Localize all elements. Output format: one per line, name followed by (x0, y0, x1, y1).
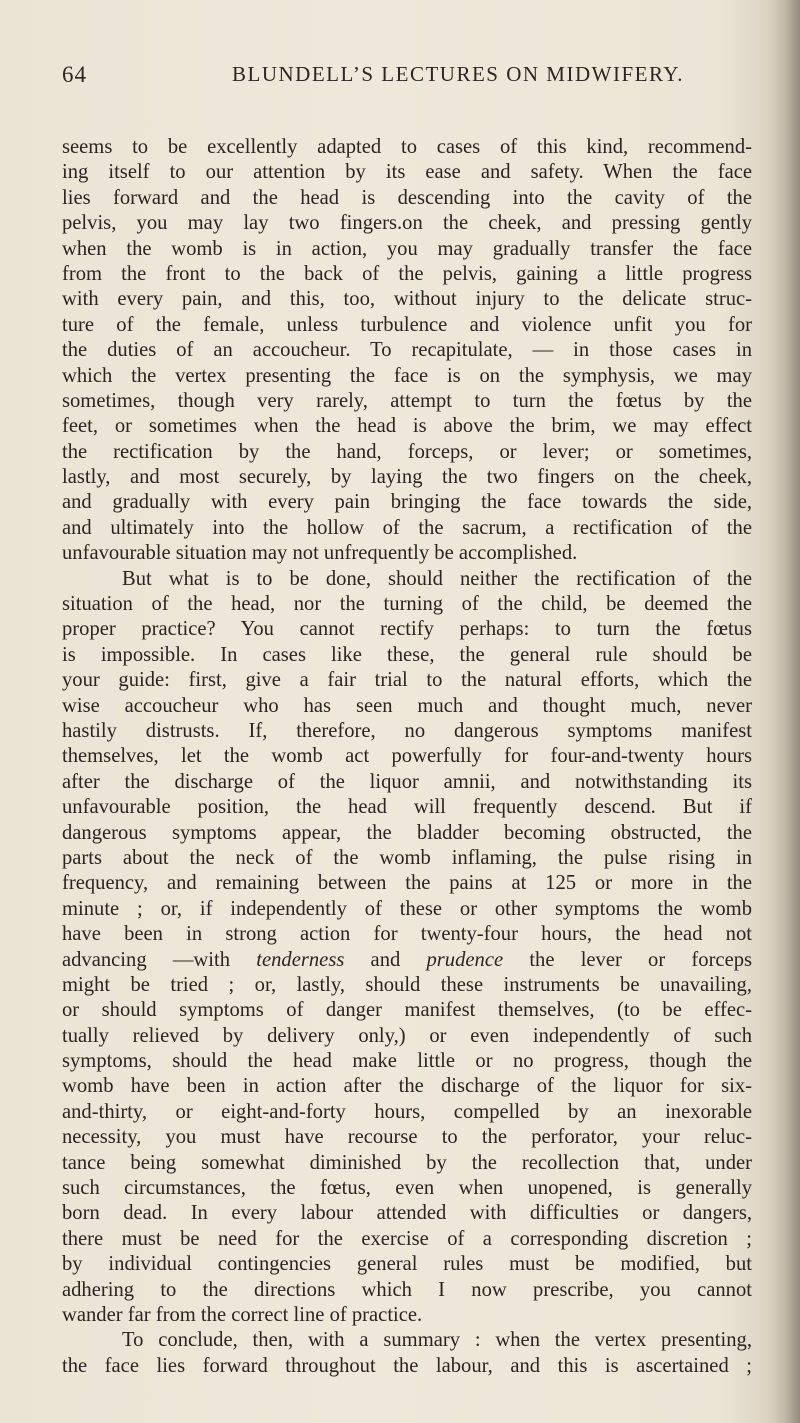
text-line: born dead. In every labour attended with difficulties or dangers, (62, 1202, 752, 1225)
text-line: lies forward and the head is descending into the cavity of the (62, 186, 752, 209)
text-line: proper practice? You cannot rectify perhaps: to turn the fœtus (62, 618, 752, 641)
text-line: frequency, and remaining between the pains at 125 or more in the (62, 872, 752, 895)
paragraph-end-line: wander far from the correct line of practice. (62, 1303, 423, 1326)
text-line: situation of the head, nor the turning of the child, be deemed the (62, 593, 752, 616)
text-line: pelvis, you may lay two fingers.on the cheek, and pressing gently (62, 212, 752, 235)
page-number: 64 (62, 62, 87, 87)
text-segment: and (344, 948, 427, 971)
text-line: and ultimately into the hollow of the sacrum, a rectification of the (62, 516, 752, 539)
text-line: unfavourable position, the head will frequently descend. But if (62, 796, 752, 819)
text-line: adhering to the directions which I now prescribe, you cannot (62, 1278, 752, 1301)
text-line: hastily distrusts. If, therefore, no dangerous symptoms manifest (62, 719, 752, 742)
text-line: wise accoucheur who has seen much and thought much, never (62, 694, 752, 717)
text-line: after the discharge of the liquor amnii, and notwithstanding its (62, 770, 752, 793)
body-text (62, 135, 752, 1379)
text-line: when the womb is in action, you may gradually transfer the face (62, 237, 752, 260)
text-line: necessity, you must have recourse to the perforator, your reluc- (62, 1126, 752, 1149)
text-line: have been in strong action for twenty-four hours, the head not (62, 923, 752, 946)
text-line: and gradually with every pain bringing the face towards the side, (62, 491, 752, 514)
text-line: from the front to the back of the pelvis, gaining a little progress (62, 262, 752, 285)
paragraph-end-line: unfavourable situation may not unfrequently be accomplished. (62, 542, 578, 565)
text-line: dangerous symptoms appear, the bladder becoming obstructed, the (62, 821, 752, 844)
text-line: seems to be excellently adapted to cases of this kind, recommend- (62, 136, 752, 158)
italic-word-tenderness: tenderness (256, 948, 345, 971)
paragraph-start-line: To conclude, then, with a summary : when the vertex presenting, (122, 1329, 752, 1352)
text-line: there must be need for the exercise of a corresponding discretion ; (62, 1227, 752, 1250)
page-edge-shadow (766, 0, 800, 1423)
text-line-with-italics (62, 948, 752, 973)
text-line: your guide: first, give a fair trial to the natural efforts, which the (62, 669, 752, 692)
text-line: is impossible. In cases like these, the general rule should be (62, 643, 752, 666)
text-line: such circumstances, the fœtus, even when unopened, is generally (62, 1177, 752, 1200)
text-line: the rectification by the hand, forceps, or lever; or sometimes, (62, 440, 752, 463)
text-line: symptoms, should the head make little or no progress, though the (62, 1050, 752, 1073)
text-line: lastly, and most securely, by laying the two fingers on the cheek, (62, 466, 752, 489)
text-line: might be tried ; or, lastly, should these instruments be unavailing, (62, 973, 752, 996)
text-line: themselves, let the womb act powerfully for four-and-twenty hours (62, 745, 752, 768)
text-line: tually relieved by delivery only,) or even independently of such (62, 1024, 752, 1047)
text-line: the face lies forward throughout the labour, and this is ascertained ; (62, 1354, 752, 1377)
page-header (62, 62, 752, 102)
text-line: by individual contingencies general rules must be modified, but (62, 1253, 752, 1276)
text-line: minute ; or, if independently of these or other symptoms the womb (62, 897, 752, 920)
text-line: the duties of an accoucheur. To recapitulate, — in those cases in (62, 339, 752, 362)
text-line: sometimes, though very rarely, attempt to turn the fœtus by the (62, 389, 752, 412)
text-segment: the lever or forceps (503, 948, 753, 971)
text-segment: advancing —with (62, 948, 231, 971)
text-line: parts about the neck of the womb inflaming, the pulse rising in (62, 846, 752, 869)
paragraph-start-line: But what is to be done, should neither the rectification of the (122, 567, 752, 590)
text-line: or should symptoms of danger manifest themselves, (to be effec- (62, 999, 752, 1022)
text-line: ing itself to our attention by its ease and safety. When the face (62, 161, 752, 184)
text-line: and-thirty, or eight-and-forty hours, compelled by an inexorable (62, 1100, 752, 1123)
text-line: which the vertex presenting the face is on the symphysis, we may (62, 364, 752, 387)
text-line: tance being somewhat diminished by the recollection that, under (62, 1151, 752, 1174)
text-line: womb have been in action after the discharge of the liquor for six- (62, 1075, 752, 1098)
running-head: BLUNDELL’S LECTURES ON MIDWIFERY. (232, 62, 685, 86)
italic-word-prudence: prudence (426, 948, 504, 971)
text-line: ture of the female, unless turbulence and violence unfit you for (62, 313, 752, 336)
text-line: with every pain, and this, too, without injury to the delicate struc- (62, 288, 752, 311)
text-line: feet, or sometimes when the head is above the brim, we may effect (62, 415, 752, 438)
